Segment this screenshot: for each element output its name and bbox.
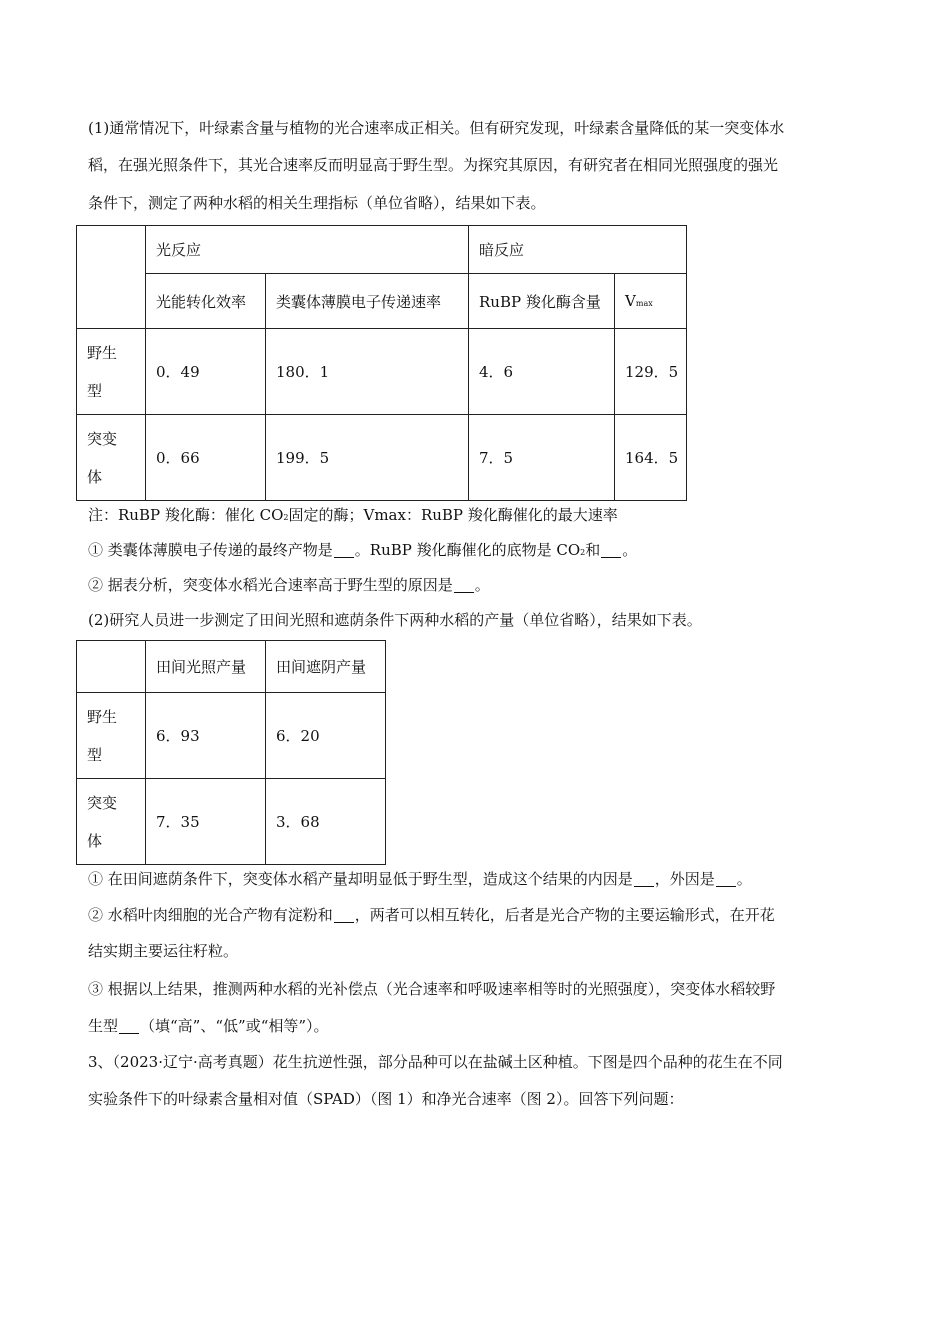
table2-cell: 3．68 [266, 779, 386, 865]
table1-col-header: RuBP 羧化酶含量 [469, 274, 615, 329]
answer-blank[interactable] [716, 872, 736, 887]
table1-row-header: 突变 体 [77, 415, 146, 501]
table1-col-header-vmax: Vmax [615, 274, 687, 329]
table1-group-dark: 暗反应 [469, 226, 687, 274]
answer-blank[interactable] [601, 543, 621, 558]
table2-col-header: 田间遮阴产量 [266, 641, 386, 693]
table1-row-header: 野生 型 [77, 329, 146, 415]
table1-group-light: 光反应 [146, 226, 469, 274]
table1-cell: 0．49 [146, 329, 266, 415]
q3-line2: 实验条件下的叶绿素含量相对值（SPAD）（图 1）和净光合速率（图 2）。回答下列问题： [88, 1090, 684, 1108]
table2-cell: 6．93 [146, 693, 266, 779]
answer-blank[interactable] [334, 908, 354, 923]
q2-sub3-line2: 生型 （填“高”、“低”或“相等”）。 [88, 1017, 329, 1035]
table2-row-header: 野生 型 [77, 693, 146, 779]
table2-cell: 7．35 [146, 779, 266, 865]
q1-intro-line1: (1)通常情况下，叶绿素含量与植物的光合速率成正相关。但有研究发现，叶绿素含量降低的某一突变体水 [88, 119, 785, 137]
table1-cell: 7．5 [469, 415, 615, 501]
table1-col-header: 类囊体薄膜电子传递速率 [266, 274, 469, 329]
q1-intro-line2: 稻，在强光照条件下，其光合速率反而明显高于野生型。为探究其原因，有研究者在相同光照强度的强光 [88, 156, 779, 174]
q2-sub2-line2: 结实期主要运往籽粒。 [88, 942, 239, 960]
table1-cell: 0．66 [146, 415, 266, 501]
answer-blank[interactable] [334, 543, 354, 558]
table2-col-header: 田间光照产量 [146, 641, 266, 693]
table2-cell: 6．20 [266, 693, 386, 779]
q2-sub1: ① 在田间遮荫条件下，突变体水稻产量却明显低于野生型，造成这个结果的内因是 ，外因是 。 [88, 870, 752, 888]
table1-cell: 180．1 [266, 329, 469, 415]
table1-corner-cell [77, 226, 146, 329]
table1-note: 注：RuBP 羧化酶：催化 CO2固定的酶；Vmax：RuBP 羧化酶催化的最大速率 [88, 506, 618, 524]
answer-blank[interactable] [454, 578, 474, 593]
table1-cell: 4．6 [469, 329, 615, 415]
table-photosynthesis-indicators [76, 225, 687, 501]
q1-sub2: ② 据表分析，突变体水稻光合速率高于野生型的原因是 。 [88, 576, 490, 594]
answer-blank[interactable] [119, 1019, 139, 1034]
q1-intro-line3: 条件下，测定了两种水稻的相关生理指标（单位省略），结果如下表。 [88, 194, 546, 212]
q2-sub3-line1: ③ 根据以上结果，推测两种水稻的光补偿点（光合速率和呼吸速率相等时的光照强度），突变体水稻较野 [88, 980, 776, 998]
table-field-yield [76, 640, 386, 865]
q3-line1: 3、（2023·辽宁·高考真题）花生抗逆性强，部分品种可以在盐碱土区种植。下图是四个品种的花生在不同 [88, 1053, 783, 1071]
table2-row-header: 突变 体 [77, 779, 146, 865]
table1-cell: 164．5 [615, 415, 687, 501]
q1-sub1: ① 类囊体薄膜电子传递的最终产物是 。RuBP 羧化酶催化的底物是 CO2和 。 [88, 541, 638, 559]
table1-cell: 129．5 [615, 329, 687, 415]
table1-cell: 199．5 [266, 415, 469, 501]
q2-intro: (2)研究人员进一步测定了田间光照和遮荫条件下两种水稻的产量（单位省略），结果如下表。 [88, 611, 702, 629]
answer-blank[interactable] [634, 872, 654, 887]
q2-sub2-line1: ② 水稻叶肉细胞的光合产物有淀粉和 ，两者可以相互转化，后者是光合产物的主要运输形式，在开花 [88, 906, 775, 924]
table1-col-header: 光能转化效率 [146, 274, 266, 329]
table2-corner-cell [77, 641, 146, 693]
